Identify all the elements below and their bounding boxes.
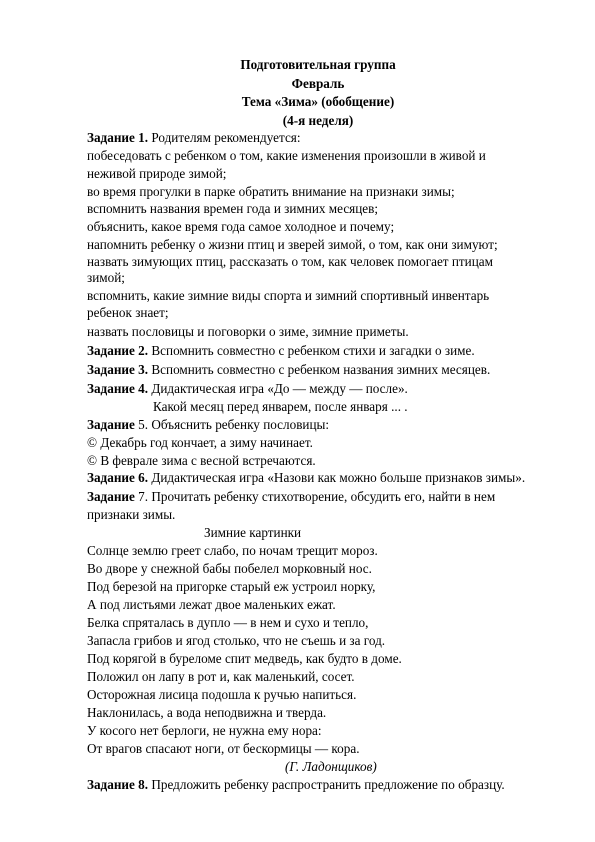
task6-line bbox=[87, 470, 525, 486]
poem-author: (Г. Ладонщиков) bbox=[285, 759, 377, 774]
task3-line bbox=[87, 362, 490, 378]
poem-line: От врагов спасают ноги, от бескормицы — кора. bbox=[87, 741, 360, 756]
task1-item: напомнить ребенку о жизни птиц и зверей зимой, о том, как они зимуют; bbox=[87, 237, 498, 252]
task-text: Вспомнить совместно с ребенком стихи и загадки о зиме. bbox=[148, 343, 475, 358]
poem-line: Запасла грибов и ягод столько, что не съешь и за год. bbox=[87, 633, 386, 648]
task1-item: вспомнить названия времен года и зимних месяцев; bbox=[87, 201, 379, 216]
task1-item: зимой; bbox=[87, 270, 125, 285]
poem-line: Положил он лапу в рот и, как маленький, сосет. bbox=[87, 669, 355, 684]
task-text: Дидактическая игра «До — между — после». bbox=[148, 381, 408, 396]
poem-line: У косого нет берлоги, не нужна ему нора: bbox=[87, 723, 322, 738]
task-label: Задание bbox=[87, 417, 135, 432]
task-text: Предложить ребенку распространить предложение по образцу. bbox=[148, 777, 505, 792]
poem-line: Под березой на пригорке старый еж устроил норку, bbox=[87, 579, 376, 594]
task1-item: вспомнить, какие зимние виды спорта и зимний спортивный инвентарь bbox=[87, 288, 490, 303]
task1-item: ребенок знает; bbox=[87, 305, 169, 320]
task1-line bbox=[87, 130, 301, 146]
task1-item: назвать зимующих птиц, рассказать о том, как человек помогает птицам bbox=[87, 254, 493, 269]
header-group: Подготовительная группа bbox=[240, 57, 396, 72]
poem-line: А под листьями лежат двое маленьких ежат. bbox=[87, 597, 336, 612]
task4-line bbox=[87, 381, 408, 397]
task-text: 7. Прочитать ребенку стихотворение, обсудить его, найти в нем bbox=[134, 489, 496, 504]
header-week: (4-я неделя) bbox=[282, 113, 354, 128]
task-text: 5. Объяснить ребенку пословицы: bbox=[134, 417, 330, 432]
task1-item: неживой природе зимой; bbox=[87, 166, 227, 181]
poem-line: Солнце землю греет слабо, по ночам трещит мороз. bbox=[87, 543, 378, 558]
task-label: Задание bbox=[87, 489, 135, 504]
task-label: Задание 4. bbox=[87, 381, 149, 396]
task-text: Вспомнить совместно с ребенком названия зимних месяцев. bbox=[148, 362, 491, 377]
task5-line bbox=[87, 417, 329, 433]
task1-item: во время прогулки в парке обратить внимание на признаки зимы; bbox=[87, 184, 455, 199]
task1-item: объяснить, какое время года самое холодное и почему; bbox=[87, 219, 395, 234]
poem-line: Под корягой в буреломе спит медведь, как будто в доме. bbox=[87, 651, 402, 666]
header-month: Февраль bbox=[291, 76, 345, 91]
proverb: © В феврале зима с весной встречаются. bbox=[87, 453, 316, 468]
poem-line: Белка спряталась в дупло — в нем и сухо и тепло, bbox=[87, 615, 369, 630]
task4-example: Какой месяц перед январем, после января ... . bbox=[153, 399, 408, 414]
proverb: © Декабрь год кончает, а зиму начинает. bbox=[87, 435, 313, 450]
task8-line bbox=[87, 777, 505, 793]
task-label: Задание 8. bbox=[87, 777, 149, 792]
poem-line: Во дворе у снежной бабы побелел морковный нос. bbox=[87, 561, 372, 576]
task-text: Дидактическая игра «Назови как можно больше признаков зимы». bbox=[148, 470, 526, 485]
poem-title: Зимние картинки bbox=[204, 525, 302, 540]
task-text: Родителям рекомендуется: bbox=[148, 130, 301, 145]
task-label: Задание 3. bbox=[87, 362, 149, 377]
poem-line: Наклонилась, а вода неподвижна и тверда. bbox=[87, 705, 327, 720]
task2-line bbox=[87, 343, 475, 359]
header-topic: Тема «Зима» (обобщение) bbox=[241, 94, 395, 109]
task7-line-2: признаки зимы. bbox=[87, 507, 176, 522]
task1-item: назвать пословицы и поговорки о зиме, зимние приметы. bbox=[87, 324, 409, 339]
task-label: Задание 2. bbox=[87, 343, 149, 358]
task1-item: побеседовать с ребенком о том, какие изменения произошли в живой и bbox=[87, 148, 486, 163]
task-label: Задание 6. bbox=[87, 470, 149, 485]
task-label: Задание 1. bbox=[87, 130, 149, 145]
task7-line bbox=[87, 489, 495, 505]
poem-line: Осторожная лисица подошла к ручью напиться. bbox=[87, 687, 357, 702]
